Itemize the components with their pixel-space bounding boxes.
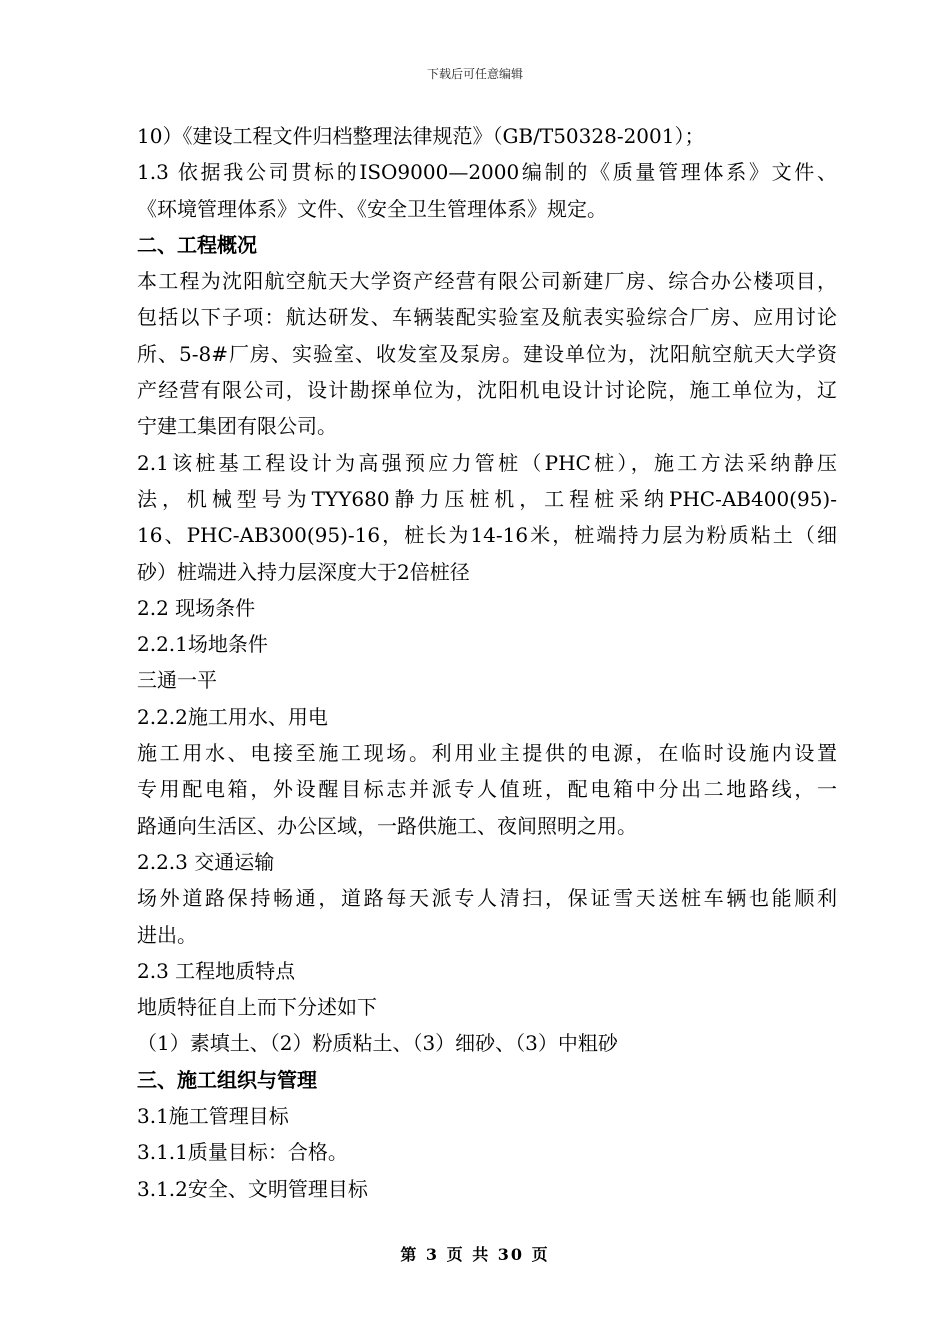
text-line: 场外道路保持畅通，道路每天派专人清扫，保证雪天送桩车辆也能顺利 [137,886,837,911]
text-line: 3.1施工管理目标 [137,1104,289,1129]
text-line: 10）《建设工程文件归档整理法律规范》（GB/T50328-2001）； [137,124,705,148]
text-line: （1）素填土、（2）粉质粘土、（3）细砂、（3）中粗砂 [137,1031,618,1056]
text-line: 《环境管理体系》文件、《安全卫生管理体系》规定。 [137,196,607,221]
text-line: 砂）桩端进入持力层深度大于2倍桩径 [137,559,470,584]
text-line: 所、5-8#厂房、实验室、收发室及泵房。建设单位为，沈阳航空航天大学资 [137,341,837,366]
text-line: 地质特征自上而下分述如下 [137,995,377,1020]
text-line: 3.1.2安全、文明管理目标 [137,1176,368,1201]
text-line: 3.1.1质量目标：合格。 [137,1140,348,1165]
section-heading: 三、施工组织与管理 [137,1067,317,1092]
text-line: 2.3 工程地质特点 [137,958,296,983]
text-line: 三通一平 [137,668,217,693]
text-line: 2.1该桩基工程设计为高强预应力管桩（PHC桩），施工方法采纳静压 [137,450,837,475]
section-heading: 二、工程概况 [137,232,257,257]
text-line: 路通向生活区、办公区域，一路供施工、夜间照明之用。 [137,813,637,838]
page-number-footer: 第 3 页 共 30 页 [400,1245,550,1264]
header-note: 下载后可任意编辑 [426,67,523,81]
text-line: 法，机械型号为TYY680静力压桩机，工程桩采纳PHC-AB400(95)- [137,486,837,511]
text-line: 2.2.1场地条件 [137,632,268,657]
text-line: 2.2 现场条件 [137,595,256,620]
document-body [137,118,837,1207]
text-line: 2.2.2施工用水、用电 [137,704,328,729]
text-line: 2.2.3 交通运输 [137,849,275,874]
text-line: 专用配电箱，外设醒目标志并派专人值班，配电箱中分出二地路线，一 [137,777,837,802]
text-line: 本工程为沈阳航空航天大学资产经营有限公司新建厂房、综合办公楼项目， [137,269,837,294]
text-line: 1.3 依据我公司贯标的ISO9000—2000编制的《质量管理体系》文件、 [137,160,837,185]
text-line: 16、PHC-AB300(95)-16，桩长为14-16米，桩端持力层为粉质粘土（细 [137,523,837,548]
text-line: 包括以下子项：航达研发、车辆装配实验室及航表实验综合厂房、应用讨论 [137,305,837,330]
text-line: 产经营有限公司，设计勘探单位为，沈阳机电设计讨论院，施工单位为，辽 [137,378,837,403]
text-line: 宁建工集团有限公司。 [137,414,337,439]
text-line: 施工用水、电接至施工现场。利用业主提供的电源，在临时设施内设置 [137,741,837,766]
text-line: 进出。 [137,922,197,947]
